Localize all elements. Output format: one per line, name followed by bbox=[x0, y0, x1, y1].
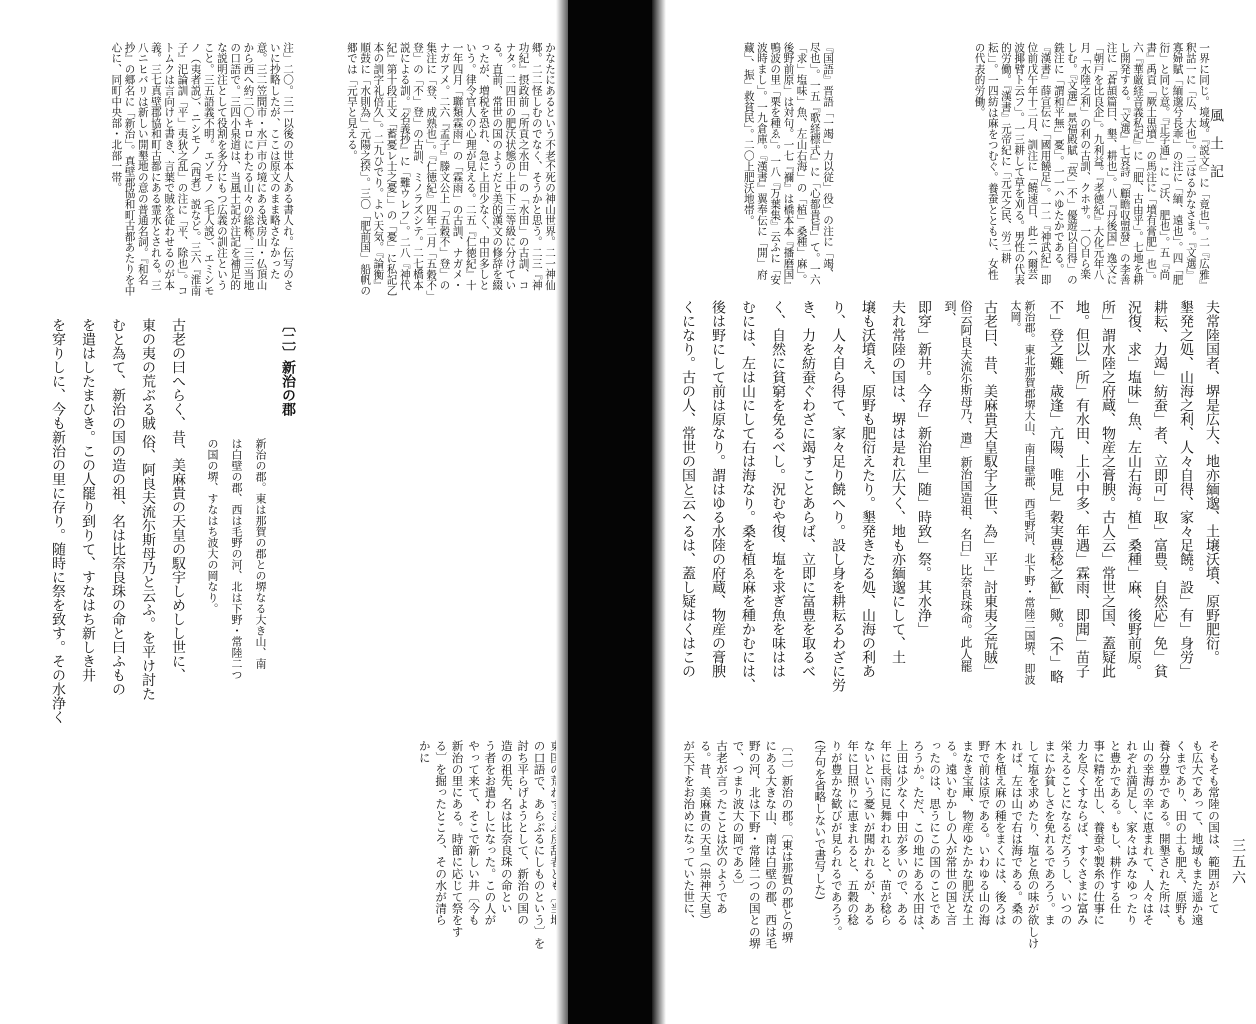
kanbun-line: 即穿」新井。今存」新治里」随」時致」祭。其水浄」 bbox=[916, 300, 932, 636]
modern-line: 造の祖先、名は比奈良珠の命とい bbox=[499, 740, 514, 914]
notes-block-4: 注」二〇。三一以後の世本人ある書人れ。伝写のさいに抄略したが、ここは原文のまま略さなかった意。三二笠間市・水戸市の境にある浅房山・仏頂山から西へ約二〇キロにわたる山々の総称。三三当地の口語で。三四小泉道は、当風土記が注記を補足的な説明注として役割を多分にもつ広義の訓注ということ。三五語義不明。エゾモノ（毛人説）、エミシモノ（夷者説）、ニシモノ（西者）説など。三六『淮南子』汜論訓「平」夷狄之乱」の注に「平、除也」。コトムクは言向けと書き、言葉で賊を従わせるのが本義。三七真壁郡協和町古都にある霊水とされる。三八ニヒバリは新しい開墾地の意の普通名詞。『和名抄』の郷名に「新治」。真壁郡協和町古都あたりを中心に、同町中央部・北部一帯。 bbox=[110, 42, 294, 296]
kanbun-line: 所」謂水陸之府蔵、物産之膏腴。古人云」常世之国、蓋疑此 bbox=[1100, 300, 1116, 678]
book-gutter bbox=[568, 0, 656, 1024]
modern-line: も広大であって、地域もまた遥か遠 bbox=[1190, 740, 1205, 926]
modern-line: 野で前は原である。いわゆる山の海 bbox=[977, 740, 992, 926]
modern-line: で、つまり波大の岡である〕 bbox=[731, 740, 746, 891]
modern-line bbox=[796, 740, 811, 1020]
modern-line: 新治の里にある。時節に応じて祭をす bbox=[450, 740, 465, 938]
notes-block-1: 一界に同じ。境域。『説文』に「竟也」。二『広雅』釈詁一に「広、大也」。三はるかなさま。『文選』寡婦賦「緬邈兮長乖」の注に「緬、遠也」。四「肥衍」と同じ意。『正字通』に「沃、肥也」。五『尚書』禹貢「厥土黒墳」の馬注に「墳有膏肥」也」。六『華厳経音義私記』に「肥、古由乎」。七地を耕し開発する。『文選』七哀詩「顧瞻収盟發」の李善注に「蒼頡篇曰、墾、耕也」。八『丹後国』逸文に「朝戸を比良企」。九利益。『孝徳紀』大化元年八月「水陸之利」の利の古訓、クホサ。一〇自ら楽しむ。『文選』景福殿賦「莫」不」優遊以自得」の銑注に「謂和平無」憂」。一一ハゆたかである。『漢書』薛宣伝に「國用饒足」。一二『神武紀』即位前戊午年十二月、訓注に「饒速日、此ニハ爾芸波揶臂ト云フ」。一三耕して草を刈る。男性の代表的労働。『漢書』元帝紀に「元元之民、労二耕耘」」。一四紡は麻をつむぐ。養蚕とともに、女性の代表的労働。 bbox=[973, 42, 1210, 286]
modern-line: れぞれ満足し、家々はみなゆったり bbox=[1125, 740, 1139, 926]
modern-line: りが豊かな歓びが見られるであろう。 bbox=[829, 740, 844, 938]
modern-line: の口語で、あらぶるにしものという〕を bbox=[532, 740, 547, 949]
modern-line: 上田は少なく中田が多いので、ある bbox=[895, 740, 910, 926]
gutter-shadow-right bbox=[652, 0, 666, 1024]
kundoku-line: り、人々自ら得て、家々足り饒へり。設し身を耕耘るわざに労 bbox=[830, 300, 846, 692]
kundoku-line: く、自然に貧窮を免るべし。況むや復、塩を求ぎ魚を味はは bbox=[770, 300, 786, 678]
modern-line: 古老が言ったことは次のようであ bbox=[715, 740, 729, 914]
modern-line: る。遠いむかしの人が常世の国と言 bbox=[944, 740, 959, 926]
modern-line: まにか貧しさを免れるであろう。ま bbox=[1043, 740, 1057, 926]
kundoku-line: 古老の曰へらく、昔、美麻貴の天皇の馭宇しめしし世に、 bbox=[170, 318, 186, 682]
notes-block-2: 『国語』晋語「一竭」力以従」役」の注に「竭、尽也」。一五『歌経標式』に「心都貴旨」て。一六「求」塩味」魚、左山右海」の「植」桑種」麻」。後野前原」は対句。一七『禰』は橋本本『播磨国』鴨波の里「栗を種ゑ」。一八『万葉集』云ふに「安波時まし」。一九倉庫。『漢書』翼奉伝に「開」府藏」、振」救貧民」。二〇上肥沃地帯。 bbox=[742, 42, 834, 286]
modern-line: やって来て、そこで新しい井〔今も bbox=[467, 740, 481, 926]
kundoku-line: 壌も沃墳え、原野も肥衍えたり。墾発きたる処、山海の利あ bbox=[860, 300, 876, 678]
modern-line: 〔二〕新治の郡。〔東は那賀の郡との堺 bbox=[780, 740, 795, 943]
modern-line: まなき宝庫、物産ゆたかな肥沃な土 bbox=[961, 740, 975, 926]
kundoku-line: 夫れ常陸の国は、堺は是れ広大く、地も亦緬邈にして、土 bbox=[890, 300, 906, 664]
kundoku-line: むには、左は山にして右は海なり。桑を植ゑ麻を種かむには、 bbox=[740, 300, 756, 692]
running-head: 風土記 bbox=[1208, 108, 1224, 192]
modern-line: ろうか。ただ、この地にある水田は、 bbox=[911, 740, 926, 938]
modern-line: 討ち平らげようとして、新治の国の bbox=[516, 740, 531, 926]
modern-line: る。昔、美麻貴の天皇（崇神天皇） bbox=[698, 740, 713, 926]
modern-line: 木を植え麻の種をまくには、後ろは bbox=[993, 740, 1008, 926]
modern-line: が天下をお治めになっていた世に、 bbox=[682, 740, 697, 926]
kanbun-text bbox=[906, 300, 1222, 690]
modern-line: れば、左は山で右は海である。桑の bbox=[1010, 740, 1025, 926]
modern-line: かに bbox=[417, 740, 432, 764]
notes-block-3: かなたにあるという不老不死の神山世界。二一神仙郷。二二怪しむのでなく、そうかと思う。二三『神功紀』摂政前「所貢之水田」の「水田」の古訓、コナタ。二四田の肥沃状態の上中下三等級に分けている。直前、常世の国のようだと美的漢文の修辞を綴ったが、増税を恐れ、急に上田少なく、中田多しという。律令官人の心理が見える。二五『仁徳紀』十一年四月「聯類霖雨」の「霖雨」の古訓、ナガメ・ナガアメ。二六『孟子』滕文公上「五穀不」登」の集注に「登、成熟也」。『仁徳紀』四年二月「五穀不」登」の「不」登」の古訓、ミノラズシテ。二七橋本説による訓。『名義抄』に「難ウレフ」。二八『神代紀』第十段正文「蓄憂レ士之憂」」の「憂」に私記乙本の訓字礼倍久」。二九ひでり。よい天気。『論衡』順鼓に「水則為」元陽之揆」。三〇「肥前国」船帆の郷では「元旱と見える。 bbox=[345, 42, 556, 297]
modern-line: 養分豊かである。開墾された所は、 bbox=[1157, 740, 1172, 926]
modern-line: 力を尽くすならば、すぐさまに富み bbox=[1075, 740, 1090, 926]
modern-line: 野の河、北は下野・常陸二つの国との堺 bbox=[747, 740, 762, 949]
kanbun-line: 墾発之処、山海之利、人々自得、家々足饒。設」有」身労」 bbox=[1178, 300, 1194, 678]
modern-line: そもそも常陸の国は、範囲がとて bbox=[1207, 740, 1221, 914]
kundoku-line: は白壁の郡、西は毛野の河、北は下野・常陸二つ bbox=[230, 438, 243, 680]
kundoku-line: くになり。古の人、常世の国と云へるは、蓋し疑はくはこの bbox=[680, 300, 696, 678]
section-heading: 〔二〕新治の郡 bbox=[280, 318, 296, 416]
kanbun-line: 新治郡。東北那賀郡堺大山、南白壁郡、西毛野河、北下野・常陸二国堺、即波太岡。 bbox=[1009, 300, 1036, 685]
modern-line: 山の幸海の幸に恵まれて、人々はそ bbox=[1141, 740, 1156, 926]
kanbun-line: 況復、求」塩味」魚、左山右海。植」桑種」麻、後野前原。 bbox=[1126, 300, 1142, 678]
kundoku-line: を遣はしたまひき。この人罷り到りて、すなはち新しき井 bbox=[80, 318, 96, 682]
kundoku-section-2 bbox=[4, 318, 298, 778]
modern-line: 事に精を出し、養蚕や製糸の仕事に bbox=[1092, 740, 1107, 926]
modern-line: ないという憂いが聞かれるが、ある bbox=[862, 740, 877, 926]
kundoku-line: 新治の郡。東は那賀の郡との堺なる大き山、南 bbox=[254, 438, 267, 669]
modern-line: くまであり、田の土も肥え、原野も bbox=[1174, 740, 1189, 926]
kanbun-line: 古老曰、昔、美麻貴天皇馭宇之世、為」平」討東夷之荒賊」 bbox=[982, 300, 998, 678]
kanbun-line: 不」登之難、歳逢」亢陽、唯見」穀実豊稔之歓」歟。(不」略 bbox=[1048, 300, 1064, 684]
kundoku-line: を穿りしに、今も新治の里に存り。随時に祭を致す。その水浄く bbox=[50, 318, 66, 724]
kanbun-line: 夫常陸国者、堺是広大、地亦緬邈、土壌沃墳、原野肥衍。 bbox=[1204, 300, 1220, 664]
modern-line: と豊かである。もし、耕作する仕 bbox=[1108, 740, 1123, 914]
kundoku-line: の国の堺、すなはち波大の岡なり。 bbox=[206, 438, 219, 614]
page-number: 三五六 bbox=[1230, 838, 1246, 886]
kanbun-line: 耕耘、力竭」紡蚕」者、立即可」取」富豊、自然応」免」貧 bbox=[1152, 300, 1168, 678]
modern-line: にある大きな山、南は白壁の郡、西は毛 bbox=[764, 740, 779, 949]
modern-line: 栄えることになるだろうし、いつの bbox=[1059, 740, 1074, 926]
kundoku-line: き、力を紡蚕ぐわざに竭すことあらば、立即に富豊を取るべ bbox=[800, 300, 816, 678]
kundoku-line: 東の夷の荒ぶる賊 俗、阿良夫流尓斯母乃と云ふ。を平け討た bbox=[140, 318, 156, 701]
modern-line: る〕を掘ったところ、その水が清ら bbox=[434, 740, 449, 926]
modern-line: 年に長雨に見舞われると、苗が稔ら bbox=[879, 740, 893, 926]
kanbun-line: 俗云阿良夫流尓斯母乃、遣」新治国造祖、名曰」比奈良珠命。此人罷到、 bbox=[943, 300, 973, 672]
modern-line: (字句を省略しないで書写した) bbox=[813, 740, 828, 900]
modern-line: う者をお遣わしになった。この人が bbox=[483, 740, 498, 926]
modern-line: して塩を求めたり、塩と魚の味が欲しけ bbox=[1026, 740, 1041, 949]
modern-line: ったのは、思うにこの国のことであ bbox=[928, 740, 943, 926]
modern-line: 年に日照りに恵まれると、五穀の稔 bbox=[846, 740, 861, 926]
kundoku-line: 後は野にして前は原なり。謂はゆる水陸の府蔵、物産の膏腴 bbox=[710, 300, 726, 678]
kanbun-line: 地。但以」所」有水田、上小中多、年遇」霖雨、即聞」苗子 bbox=[1074, 300, 1090, 678]
kundoku-line: むと為て、新治の国の造の祖、名は比奈良珠の命と曰ふもの bbox=[110, 318, 126, 696]
